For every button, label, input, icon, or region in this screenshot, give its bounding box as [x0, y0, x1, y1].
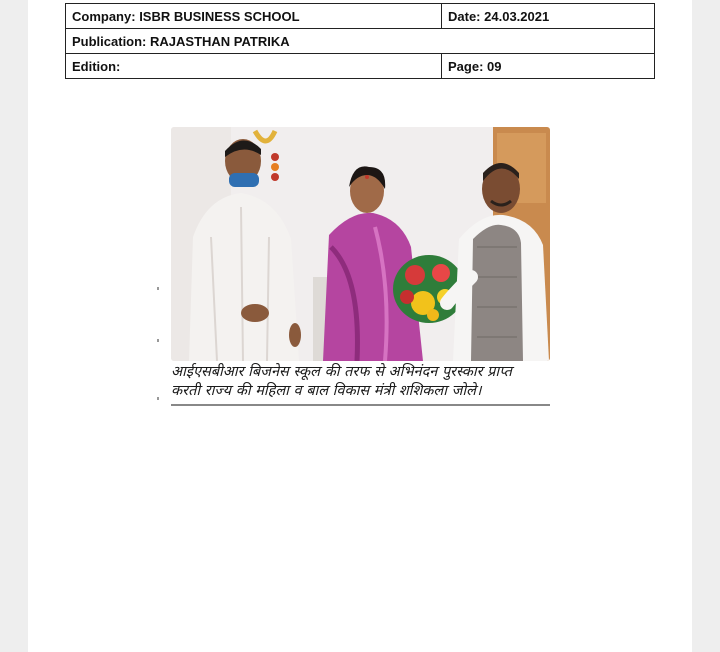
caption-line-2: करती राज्य की महिला व बाल विकास मंत्री शशिकला जोले। [171, 383, 482, 399]
edition-cell [66, 54, 442, 79]
edition-label: Edition: [72, 58, 121, 74]
page-value: 09 [487, 58, 502, 74]
clipping-info-table [65, 3, 655, 79]
publication-cell [66, 29, 655, 54]
margin-mark [157, 287, 159, 290]
publication-row [66, 29, 655, 54]
company-row [66, 4, 655, 29]
date-cell [442, 4, 655, 29]
company-value: ISBR BUSINESS SCHOOL [139, 8, 300, 24]
newspaper-clipping [171, 127, 550, 409]
news-photo [171, 127, 550, 361]
date-value: 24.03.2021 [484, 8, 550, 24]
document-page [28, 0, 692, 652]
photo-caption [171, 363, 550, 401]
caption-divider [171, 404, 550, 406]
date-label: Date: [448, 8, 481, 24]
publication-value: RAJASTHAN PATRIKA [150, 33, 290, 49]
margin-mark [157, 397, 159, 400]
caption-line-1: आईएसबीआर बिजनेस स्कूल की तरफ से अभिनंदन पुरस्कार प्राप्त [171, 364, 512, 380]
page-cell [442, 54, 655, 79]
company-cell [66, 4, 442, 29]
edition-row [66, 54, 655, 79]
margin-mark [157, 339, 159, 342]
publication-label: Publication: [72, 33, 147, 49]
company-label: Company: [72, 8, 136, 24]
page-label: Page: [448, 58, 484, 74]
